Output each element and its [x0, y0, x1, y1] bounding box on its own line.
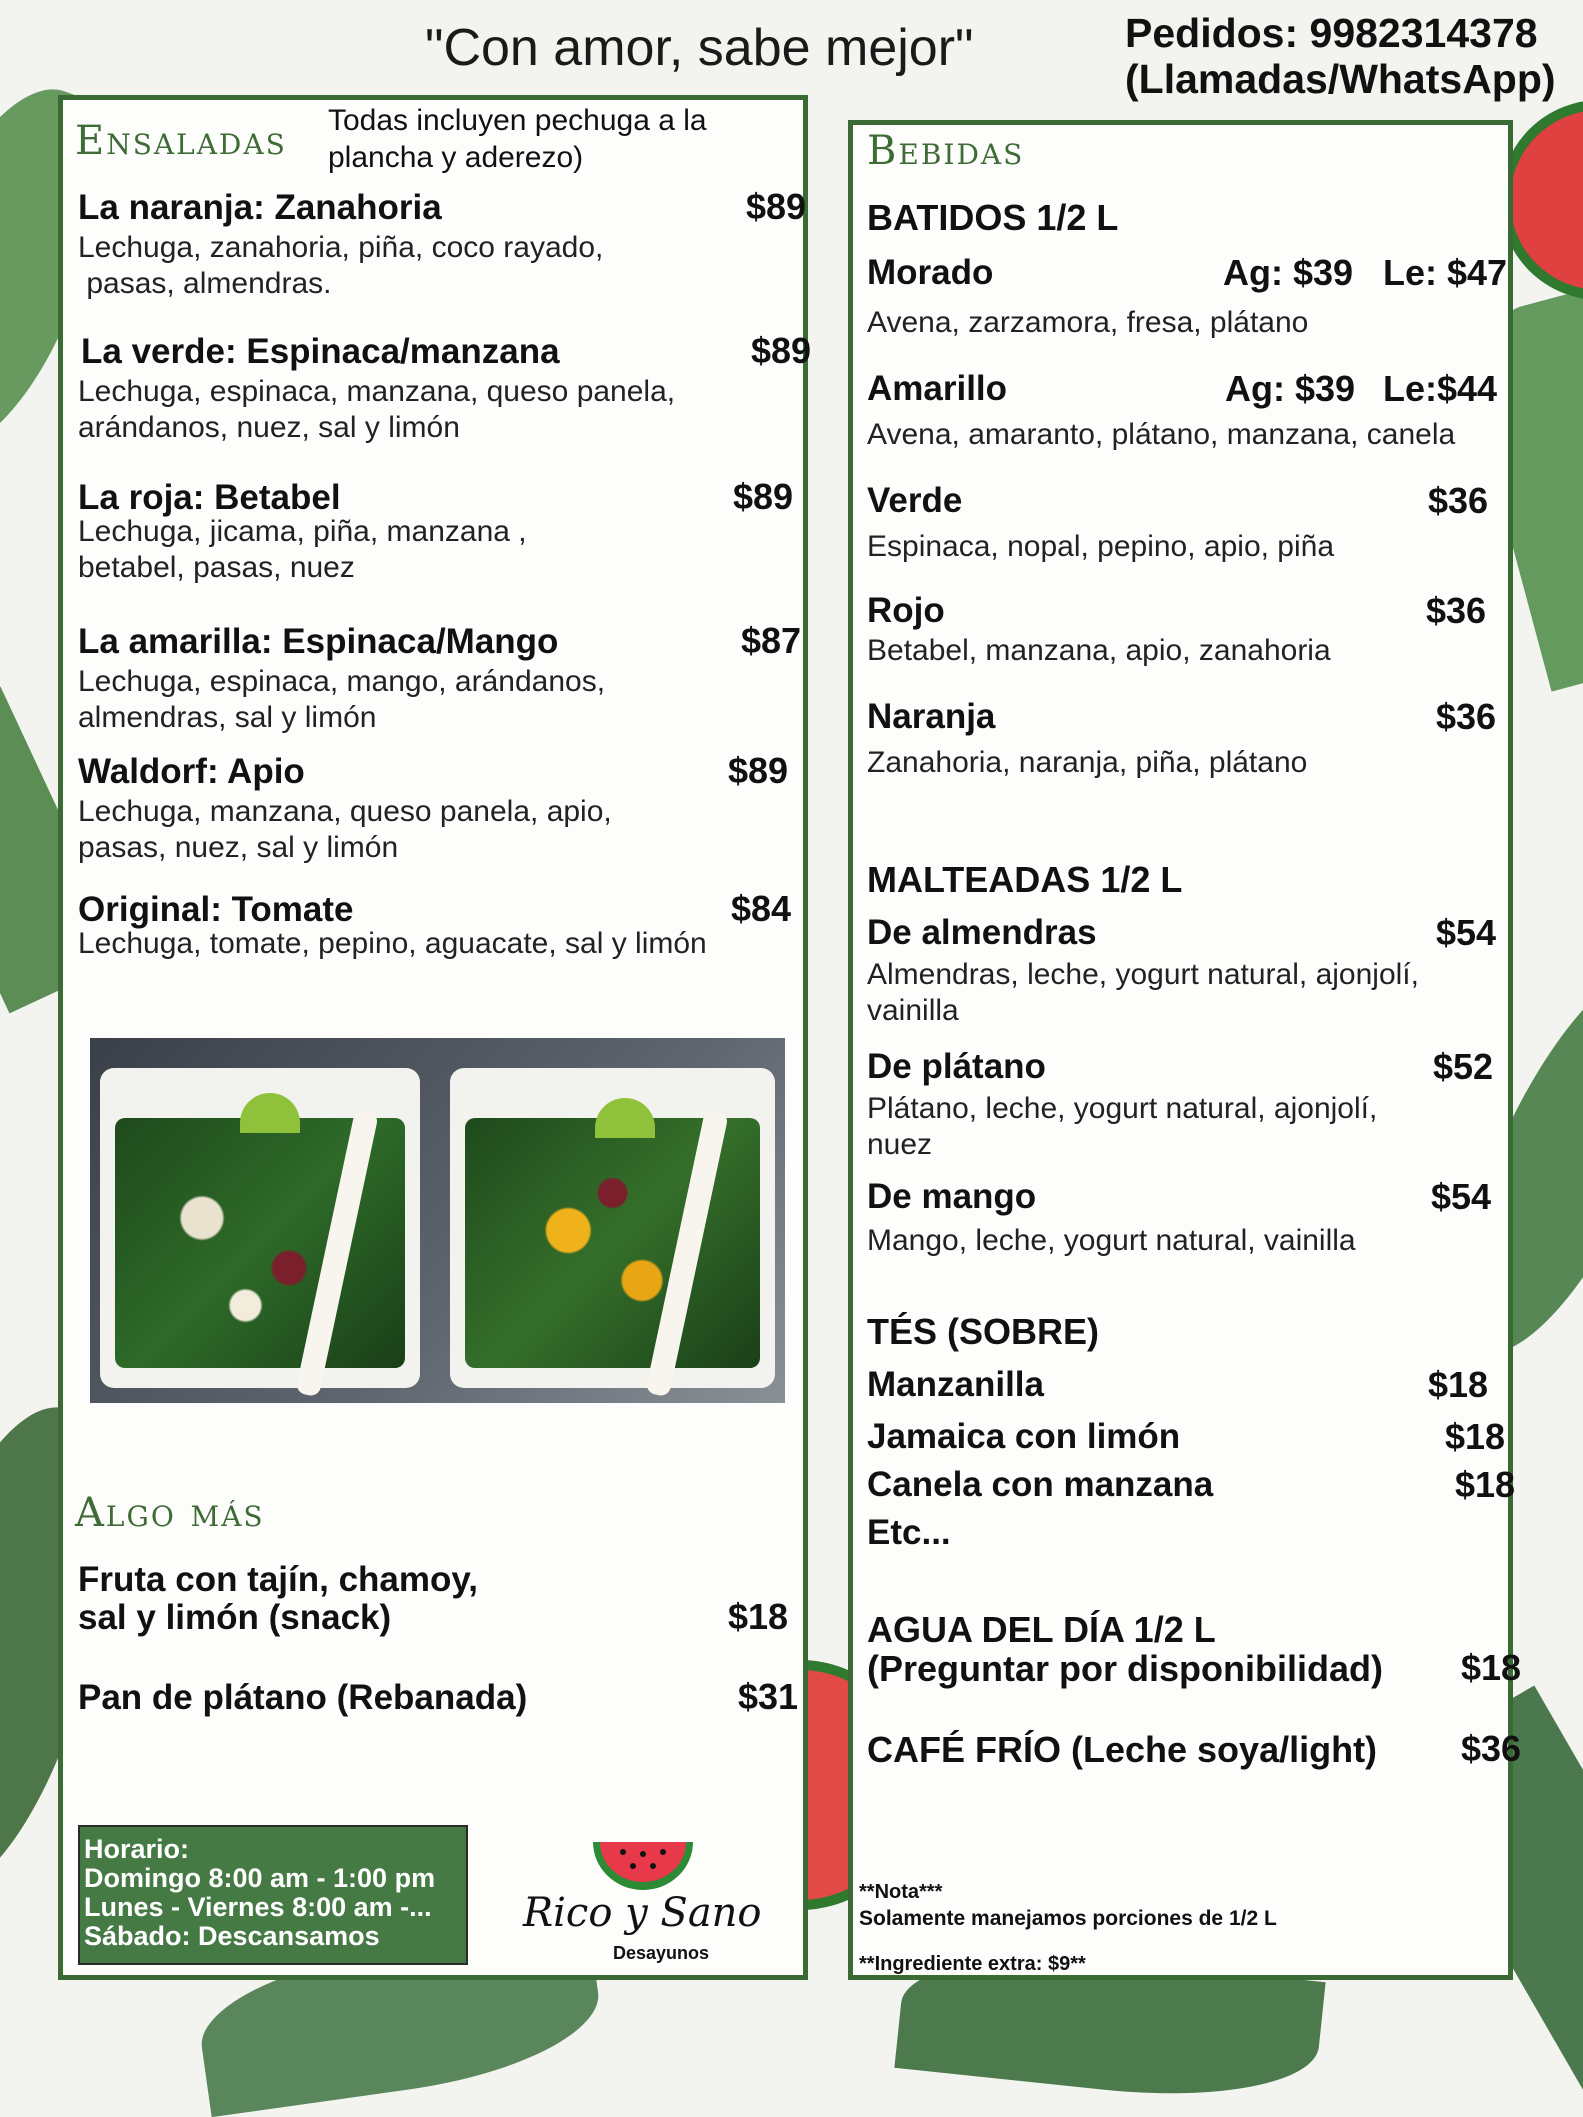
salad-price: $89 — [746, 186, 807, 227]
drink-name: Jamaica con limón — [867, 1417, 1181, 1456]
ensaladas-note: Todas incluyen pechuga a la plancha y aderezo) — [328, 104, 707, 174]
bebidas-title: Bebidas — [867, 128, 1025, 174]
hours-line: Domingo 8:00 am - 1:00 pm — [84, 1863, 436, 1893]
drink-price: $36 — [1436, 696, 1497, 737]
drink-price: $36 — [1426, 590, 1487, 631]
salad-description: Lechuga, espinaca, manzana, queso panela, — [78, 375, 676, 408]
drink-name: Amarillo — [867, 369, 1008, 408]
agua-availability: (Preguntar por disponibilidad) — [867, 1648, 1383, 1689]
note-title: **Nota*** — [859, 1881, 943, 1903]
drink-price: $52 — [1433, 1046, 1494, 1087]
ensaladas-title: Ensaladas — [75, 118, 287, 164]
salad-price: $89 — [751, 330, 812, 371]
orders-channels: (Llamadas/WhatsApp) — [1125, 56, 1556, 102]
drink-price: $18 — [1428, 1364, 1489, 1405]
cafe-frio-price: $36 — [1461, 1728, 1522, 1769]
drink-price: $36 — [1428, 480, 1489, 521]
salad-price: $89 — [728, 750, 789, 791]
salad-description: pasas, almendras. — [78, 267, 332, 300]
drink-description: Espinaca, nopal, pepino, apio, piña — [867, 530, 1335, 563]
tes-heading: TÉS (SOBRE) — [867, 1311, 1100, 1352]
note-extra: **Ingrediente extra: $9** — [859, 1953, 1086, 1975]
salad-name: La amarilla: Espinaca/Mango — [78, 622, 559, 661]
salad-description: pasas, nuez, sal y limón — [78, 831, 399, 864]
drink-price-milk: Le: $47 — [1383, 252, 1508, 293]
drink-description: Zanahoria, naranja, piña, plátano — [867, 746, 1308, 779]
salad-photo — [90, 1038, 785, 1403]
salad-name: Original: Tomate — [78, 890, 354, 929]
extra-item-name: sal y limón (snack) — [78, 1598, 392, 1637]
slogan: "Con amor, sabe mejor" — [425, 19, 974, 77]
salad-name: La roja: Betabel — [78, 478, 341, 517]
salad-description: Lechuga, manzana, queso panela, apio, — [78, 795, 612, 828]
batidos-heading: BATIDOS 1/2 L — [867, 197, 1119, 238]
salad-description: betabel, pasas, nuez — [78, 551, 355, 584]
salad-description: arándanos, nuez, sal y limón — [78, 411, 460, 444]
extra-item-name: Fruta con tajín, chamoy, — [78, 1560, 478, 1599]
drink-name: Etc... — [867, 1513, 951, 1552]
drink-name: Verde — [867, 481, 963, 520]
hours-title: Horario: — [84, 1834, 190, 1864]
cafe-frio-name: CAFÉ FRÍO (Leche soya/light) — [867, 1729, 1378, 1770]
orders-phone: Pedidos: 9982314378 — [1125, 10, 1538, 56]
drink-name: Canela con manzana — [867, 1465, 1214, 1504]
salad-price: $89 — [733, 476, 794, 517]
logo-name: Rico y Sano — [523, 1890, 762, 1936]
drink-description: Avena, amaranto, plátano, manzana, canela — [867, 418, 1456, 451]
drink-price-milk: Le:$44 — [1383, 368, 1498, 409]
salad-description: Lechuga, zanahoria, piña, coco rayado, — [78, 231, 604, 264]
drink-price: $54 — [1431, 1176, 1492, 1217]
drink-price: $54 — [1436, 912, 1497, 953]
drink-name: De almendras — [867, 913, 1097, 952]
salad-description: Lechuga, tomate, pepino, aguacate, sal y limón — [78, 927, 707, 960]
salad-description: Lechuga, espinaca, mango, arándanos, — [78, 665, 606, 698]
extra-item-price: $31 — [738, 1676, 799, 1717]
salad-name: La naranja: Zanahoria — [78, 188, 442, 227]
hours-line: Lunes - Viernes 8:00 am -... — [84, 1892, 432, 1922]
malteadas-heading: MALTEADAS 1/2 L — [867, 859, 1183, 900]
drink-name: De plátano — [867, 1047, 1046, 1086]
extra-item-name: Pan de plátano (Rebanada) — [78, 1678, 528, 1717]
salad-price: $87 — [741, 620, 802, 661]
extra-item-price: $18 — [728, 1596, 789, 1637]
drink-description: nuez — [867, 1128, 933, 1161]
drink-name: Manzanilla — [867, 1365, 1044, 1404]
drink-description: Almendras, leche, yogurt natural, ajonjolí, — [867, 958, 1419, 991]
drink-description: Mango, leche, yogurt natural, vainilla — [867, 1224, 1356, 1257]
drink-price: $18 — [1445, 1416, 1506, 1457]
algo-mas-title: Algo más — [75, 1490, 265, 1536]
salad-description: Lechuga, jicama, piña, manzana , — [78, 515, 527, 548]
ensaladas-panel — [58, 95, 812, 1980]
drink-name: De mango — [867, 1177, 1037, 1216]
drink-price-water: Ag: $39 — [1223, 252, 1354, 293]
salad-description: almendras, sal y limón — [78, 701, 377, 734]
note-text: Solamente manejamos porciones de 1/2 L — [859, 1907, 1277, 1930]
drink-description: Betabel, manzana, apio, zanahoria — [867, 634, 1331, 667]
drink-name: Rojo — [867, 591, 945, 630]
drink-price: $18 — [1455, 1464, 1516, 1505]
agua-price: $18 — [1461, 1647, 1522, 1688]
drink-name: Naranja — [867, 697, 996, 736]
watermelon-logo-icon — [588, 1840, 698, 1890]
bebidas-panel — [848, 120, 1522, 1980]
agua-heading: AGUA DEL DÍA 1/2 L — [867, 1609, 1216, 1650]
logo — [518, 1840, 778, 1970]
salad-price: $84 — [731, 888, 792, 929]
logo-subtitle: Desayunos — [613, 1943, 710, 1963]
hours-line: Sábado: Descansamos — [84, 1921, 380, 1951]
drink-name: Morado — [867, 253, 994, 292]
opening-hours — [78, 1825, 468, 1965]
drink-description: vainilla — [867, 994, 959, 1027]
drink-description: Avena, zarzamora, fresa, plátano — [867, 306, 1309, 339]
drink-description: Plátano, leche, yogurt natural, ajonjolí, — [867, 1092, 1378, 1125]
drink-price-water: Ag: $39 — [1225, 368, 1356, 409]
salad-name: La verde: Espinaca/manzana — [81, 332, 560, 371]
salad-name: Waldorf: Apio — [78, 752, 305, 791]
